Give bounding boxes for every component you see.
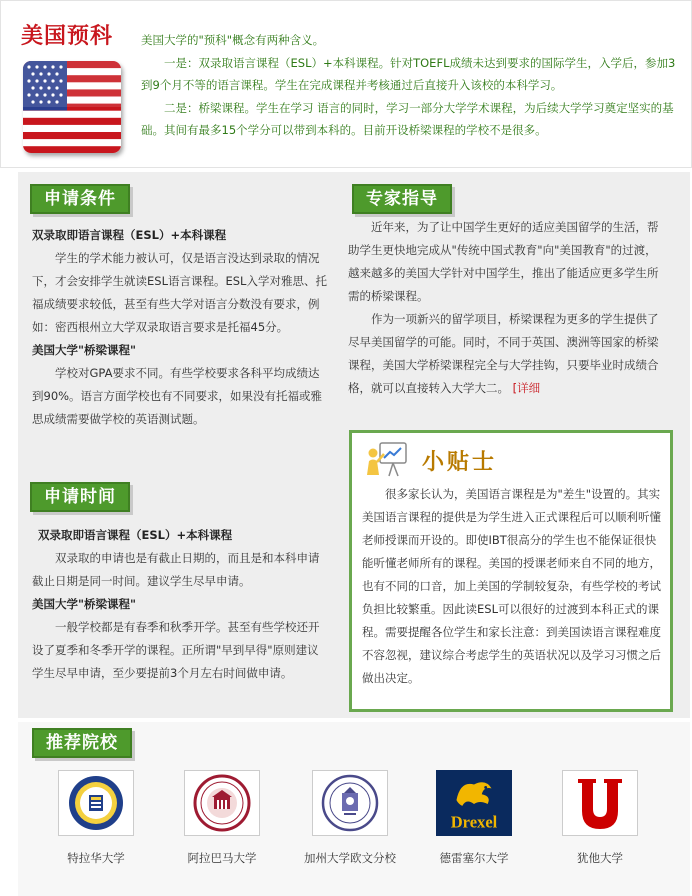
apply-time-section [32, 524, 328, 685]
school-card-delaware[interactable] [46, 770, 146, 866]
section-subtitle: 双录取即语言课程（ESL）+本科课程 [38, 528, 233, 542]
more-link[interactable]: [详细 [512, 381, 541, 395]
tips-body: 很多家长认为，美国语言课程是为"差生"设置的。其实美国语言课程的提供是为学生进入正式课程后可以顺利听懂老师授课而开设的。即使IBT很高分的学生也不能保证很快能听懂老师所有的课程。美国的授课老师来自不同的地方，也有不同的口音，加上美国的学制较复杂，有些学校的考试负担比较繁重。因此读ESL可以很好的过渡到本科正式的课程。需要提醒各位学生和家长注意：到美国读语言课程难度不容忽视，建议综合考虑学生的英语状况以及学习习惯之后做出决定。 [362, 487, 661, 685]
apply-conditions-header: 申请条件 [30, 184, 130, 214]
school-card-uc-irvine[interactable] [298, 770, 402, 866]
intro-text [141, 29, 681, 142]
intro-line: 美国大学的"预科"概念有两种含义。 [141, 33, 325, 47]
intro-line: 二是：桥梁课程。学生在学习 语言的同时，学习一部分大学学术课程，为后续大学学习奠定坚实的基础。其间有最多15个学分可以带到本科的。目前开设桥梁课程的学校不是很多。 [141, 101, 674, 137]
university-of-delaware-seal-icon [58, 770, 134, 836]
school-card-alabama[interactable] [172, 770, 272, 866]
school-name: 加州大学欧文分校 [304, 851, 396, 865]
school-card-utah[interactable] [550, 770, 650, 866]
section-paragraph: 学生的学术能力被认可，仅是语言没达到录取的情况下，才会安排学生就读ESL语言课程。ESL入学对雅思、托福成绩要求较低，甚至有些大学对语言分数没有要求，例如：密西根州立大学双录取语言要求是托福45分。 [32, 251, 327, 334]
section-paragraph: 学校对GPA要求不同。有些学校要求各科平均成绩达到90%。语言方面学校也有不同要求，如果没有托福或雅思成绩需要做学校的英语测试题。 [32, 366, 323, 426]
tips-header [364, 439, 664, 479]
section-paragraph: 一般学校都是有春季和秋季开学。甚至有些学校还开设了夏季和冬季开学的课程。正所谓"早到早得"原则建议学生尽早申请，至少要提前3个月左右时间做申请。 [32, 620, 320, 680]
drexel-dragon-logo-icon [436, 770, 512, 836]
university-of-alabama-seal-icon [184, 770, 260, 836]
apply-conditions-section [32, 224, 328, 431]
section-paragraph: 近年来，为了让中国学生更好的适应美国留学的生活，帮助学生更快地完成从"传统中国式教育"向"美国教育"的过渡，越来越多的美国大学针对中国学生，推出了能适应更多学生所需的桥梁课程。 [348, 220, 659, 303]
utah-u-logo-icon [562, 770, 638, 836]
tips-box [349, 430, 673, 712]
apply-time-header: 申请时间 [30, 482, 130, 512]
intro-line: 一是：双录取语言课程（ESL）+本科课程。针对TOEFL成绩未达到要求的国际学生，入学后，参加3到9个月不等的语言课程。学生在完成课程并考核通过后直接升入该校的本科学习。 [141, 56, 676, 92]
school-card-drexel[interactable] [424, 770, 524, 866]
section-subtitle: 美国大学"桥梁课程" [32, 597, 136, 611]
expert-guidance-header: 专家指导 [352, 184, 452, 214]
school-name: 德雷塞尔大学 [439, 851, 509, 865]
expert-paragraph-text: 作为一项新兴的留学项目，桥梁课程为更多的学生提供了尽早美国留学的可能。同时，不同于英国、澳洲等国家的桥梁课程，美国大学桥梁课程完全与大学挂钩，只要毕业时成绩合格，就可以直接转入大学大二。 [348, 312, 659, 395]
recommended-schools-panel [18, 722, 690, 896]
tips-title: 小贴士 [422, 450, 498, 475]
drexel-logo-text: Drexel [450, 812, 498, 832]
section-paragraph: 双录取的申请也是有截止日期的，而且是和本科申请截止日期是同一时间。建议学生尽早申请。 [32, 551, 320, 588]
uc-irvine-seal-icon [312, 770, 388, 836]
school-name: 犹他大学 [577, 851, 623, 865]
info-panel [18, 172, 690, 718]
presenter-board-icon [364, 439, 410, 479]
section-subtitle: 美国大学"桥梁课程" [32, 343, 136, 357]
recommended-schools-header: 推荐院校 [32, 728, 132, 758]
section-subtitle: 双录取即语言课程（ESL）+本科课程 [32, 228, 227, 242]
page-title: 美国预科 [21, 24, 114, 49]
us-flag-icon [23, 61, 121, 153]
top-intro-panel [0, 0, 692, 168]
expert-guidance-section [348, 216, 666, 400]
school-name: 特拉华大学 [67, 851, 125, 865]
section-paragraph [348, 308, 666, 400]
school-name: 阿拉巴马大学 [187, 851, 257, 865]
